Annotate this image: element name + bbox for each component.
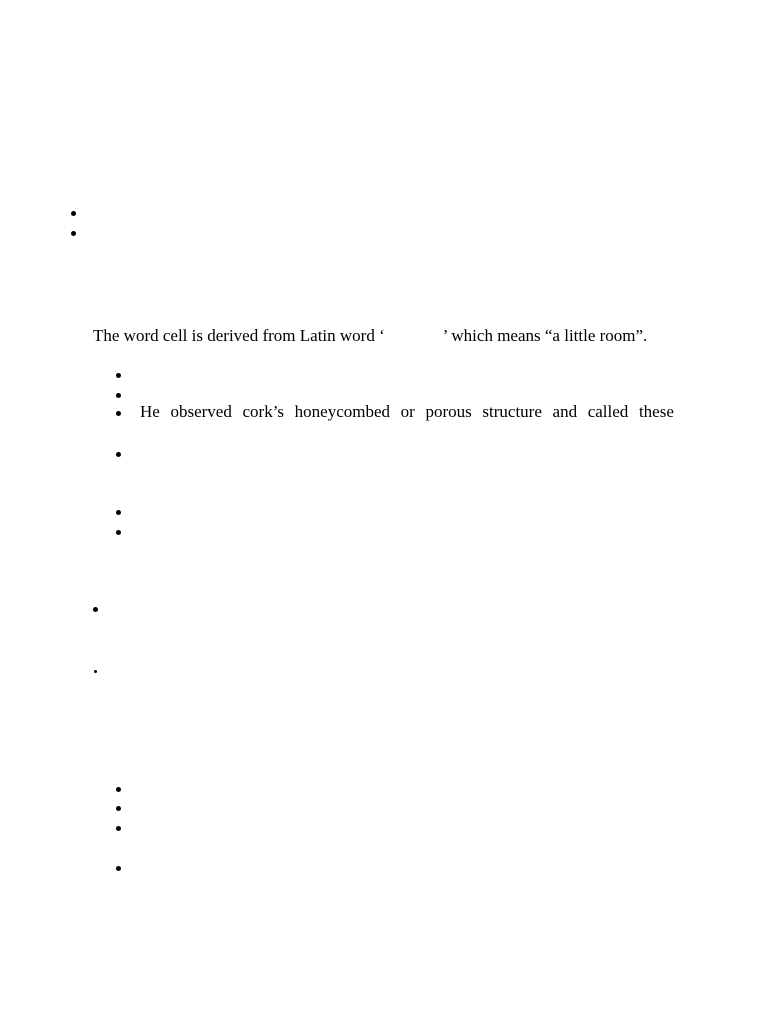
bullet-nested-8 [116,806,121,811]
bullet-nested-2 [116,393,121,398]
word: He [140,402,160,421]
intro-sentence-part1: The word cell is derived from Latin word ‘ [93,326,385,345]
word: called [587,402,629,421]
bullet-nested-1 [116,373,121,378]
bullet-top-1 [71,211,76,216]
word: honeycombed [294,402,391,421]
bullet-nested-9 [116,826,121,831]
word: observed [170,402,232,421]
word: porous [425,402,472,421]
bullet-nested-3 [116,411,121,416]
bullet-nested-6 [116,530,121,535]
word: and [552,402,578,421]
intro-sentence [93,326,647,346]
bullet-mid-1 [93,607,98,612]
hooke-observation-text [140,402,674,422]
word: structure [482,402,542,421]
bullet-top-2 [71,231,76,236]
word: or [400,402,415,421]
word: these [638,402,674,421]
bullet-nested-5 [116,510,121,515]
word: cork’s [242,402,285,421]
dot-mark [94,670,97,673]
bullet-nested-10 [116,866,121,871]
bullet-nested-4 [116,452,121,457]
intro-sentence-part2: ’ which means “a little room”. [442,326,648,345]
bullet-nested-7 [116,787,121,792]
